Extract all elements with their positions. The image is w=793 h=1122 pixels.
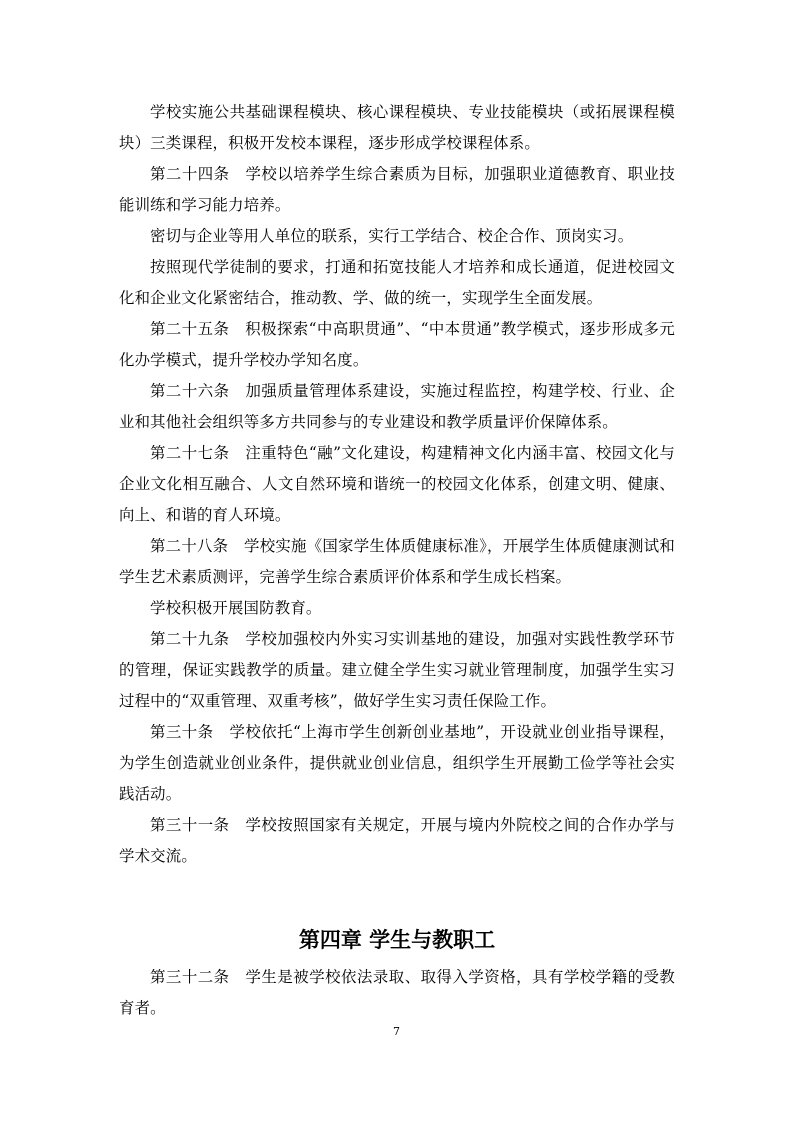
paragraph-apprenticeship: 按照现代学徒制的要求，打通和拓宽技能人才培养和成长通道，促进校园文化和企业文化紧密结合，推动教、学、做的统一，实现学生全面发展。 xyxy=(119,258,675,307)
paragraph-article-24: 第二十四条 学校以培养学生综合素质为目标，加强职业道德教育、职业技能训练和学习能力培养。 xyxy=(119,165,675,214)
body-text xyxy=(119,97,675,872)
paragraph-article-30: 第三十条 学校依托“上海市学生创新创业基地”，开设就业创业指导课程，为学生创造就业创业条件，提供就业创业信息，组织学生开展勤工俭学等社会实践活动。 xyxy=(119,723,675,803)
page-number: 7 xyxy=(393,1025,400,1038)
paragraph-article-31: 第三十一条 学校按照国家有关规定，开展与境内外院校之间的合作办学与学术交流。 xyxy=(119,816,675,865)
paragraph-article-28: 第二十八条 学校实施《国家学生体质健康标准》，开展学生体质健康测试和学生艺术素质测评，完善学生综合素质评价体系和学生成长档案。 xyxy=(119,537,675,586)
paragraph-article-26: 第二十六条 加强质量管理体系建设，实施过程监控，构建学校、行业、企业和其他社会组织等多方共同参与的专业建设和教学质量评价保障体系。 xyxy=(119,382,675,431)
paragraph-article-32: 第三十二条 学生是被学校依法录取、取得入学资格，具有学校学籍的受教育者。 xyxy=(119,968,675,1017)
paragraph-national-defense: 学校积极开展国防教育。 xyxy=(150,599,322,617)
paragraph-curriculum-modules: 学校实施公共基础课程模块、核心课程模块、专业技能模块（或拓展课程模块）三类课程，积极开发校本课程，逐步形成学校课程体系。 xyxy=(119,103,675,152)
paragraph-enterprise-cooperation: 密切与企业等用人单位的联系，实行工学结合、校企合作、顶岗实习。 xyxy=(150,227,634,245)
paragraph-article-27: 第二十七条 注重特色“融”文化建设，构建精神文化内涵丰富、校园文化与企业文化相互融合、人文自然环境和谐统一的校园文化体系，创建文明、健康、向上、和谐的育人环境。 xyxy=(119,444,675,524)
paragraph-article-29: 第二十九条 学校加强校内外实习实训基地的建设，加强对实践性教学环节的管理，保证实践教学的质量。建立健全学生实习就业管理制度，加强学生实习过程中的“双重管理、双重考核”，做好学生实习责任保险工作。 xyxy=(119,630,675,710)
chapter-body xyxy=(119,962,675,1024)
paragraph-article-25: 第二十五条 积极探索“中高职贯通”、“中本贯通”教学模式，逐步形成多元化办学模式，提升学校办学知名度。 xyxy=(119,320,675,369)
chapter-heading: 第四章 学生与教职工 xyxy=(298,928,496,952)
